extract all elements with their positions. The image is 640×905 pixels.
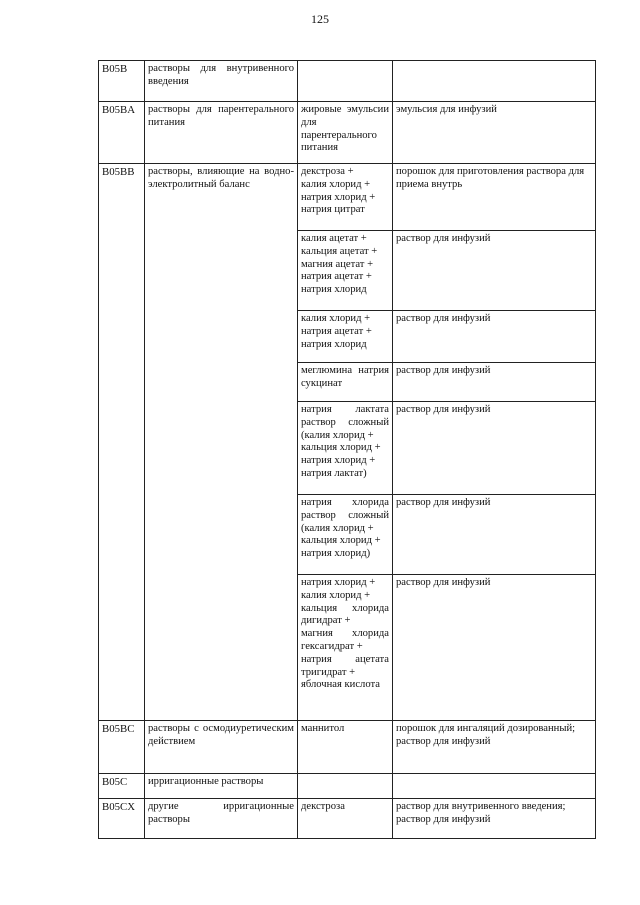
page-number: 125: [311, 12, 329, 26]
dosage-form-cell: раствор для инфузий: [393, 575, 596, 721]
drug-name-cell: калия ацетат + кальция ацетат + магния ацетат + натрия ацетат + натрия хлорид: [298, 231, 393, 311]
dosage-form-cell: порошок для ингаляций дозированный; раствор для инфузий: [393, 721, 596, 774]
dosage-form-cell: эмульсия для инфузий: [393, 102, 596, 164]
table-row: [99, 61, 596, 102]
drug-name-cell: декстроза + калия хлорид + натрия хлорид + натрия цитрат: [298, 164, 393, 231]
dosage-form-cell: раствор для инфузий: [393, 402, 596, 495]
drug-name-cell: декстроза: [298, 799, 393, 839]
group-name-cell: растворы для внутривенного введения: [145, 61, 298, 102]
dosage-form-cell: [393, 774, 596, 799]
atc-code-cell: B05CX: [99, 799, 145, 839]
table-row: [99, 774, 596, 799]
table-row: [99, 164, 596, 231]
dosage-form-cell: раствор для инфузий: [393, 495, 596, 575]
dosage-form-cell: порошок для приготовления раствора для приема внутрь: [393, 164, 596, 231]
group-name-cell: ирригационные растворы: [145, 774, 298, 799]
dosage-form-cell: раствор для инфузий: [393, 231, 596, 311]
table-row: [99, 721, 596, 774]
atc-code-cell: B05B: [99, 61, 145, 102]
drug-name-cell: калия хлорид + натрия ацетат + натрия хлорид: [298, 311, 393, 363]
drug-name-cell: [298, 61, 393, 102]
atc-code-cell: B05BB: [99, 164, 145, 721]
atc-code-cell: B05BC: [99, 721, 145, 774]
group-name-cell: растворы, влияющие на водно-электролитный баланс: [145, 164, 298, 721]
atc-code-cell: B05BA: [99, 102, 145, 164]
dosage-form-cell: [393, 61, 596, 102]
group-name-cell: растворы с осмодиуретическим действием: [145, 721, 298, 774]
group-name-cell: растворы для парентерального питания: [145, 102, 298, 164]
dosage-form-cell: раствор для инфузий: [393, 311, 596, 363]
table-row: [99, 799, 596, 839]
dosage-form-cell: раствор для внутривенного введения; раствор для инфузий: [393, 799, 596, 839]
drug-name-cell: меглюмина натрия сукцинат: [298, 363, 393, 402]
drug-name-cell: жировые эмульсии для парентерального питания: [298, 102, 393, 164]
group-name-cell: другие ирригационные растворы: [145, 799, 298, 839]
drug-name-cell: натрия хлорид + калия хлорид + кальция хлорида дигидрат + магния хлорида гексагидрат + натрия ацетата тригидрат + яблочная кислота: [298, 575, 393, 721]
drug-name-cell: натрия хлорида раствор сложный (калия хлорид + кальция хлорид + натрия хлорид): [298, 495, 393, 575]
dosage-form-cell: раствор для инфузий: [393, 363, 596, 402]
drug-name-cell: маннитол: [298, 721, 393, 774]
drug-classification-table: [98, 60, 596, 839]
drug-name-cell: [298, 774, 393, 799]
atc-code-cell: B05C: [99, 774, 145, 799]
table-row: [99, 102, 596, 164]
drug-name-cell: натрия лактата раствор сложный (калия хлорид + кальция хлорид + натрия хлорид + натрия лактат): [298, 402, 393, 495]
